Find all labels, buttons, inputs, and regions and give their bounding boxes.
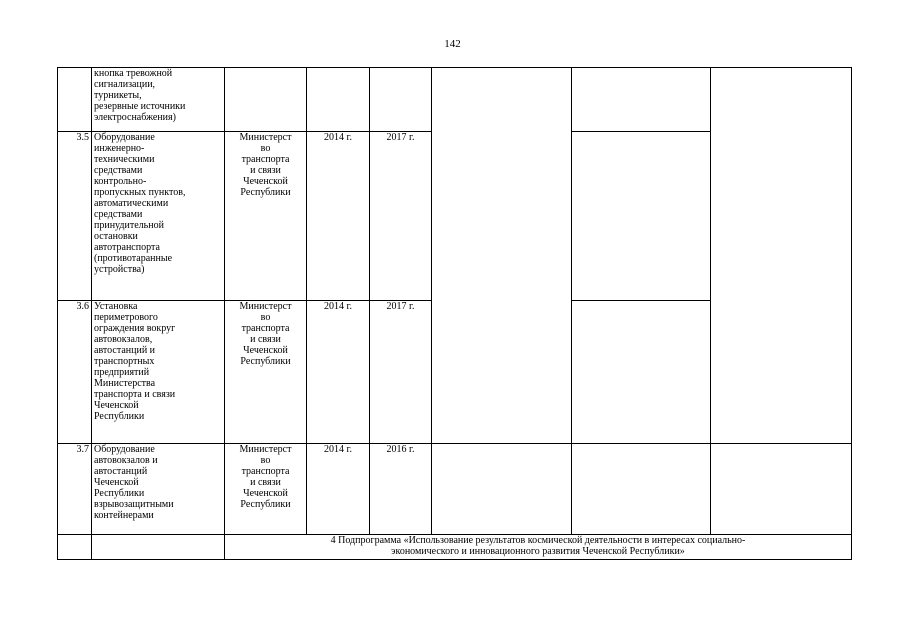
empty-cell	[572, 132, 711, 301]
start-year: 2014 г.	[307, 301, 370, 444]
empty-cell	[711, 444, 852, 535]
measure-name: Оборудование автовокзалов и автостанций Чеченской Республики взрывозащитными контейнерами	[92, 444, 225, 535]
empty-cell	[92, 535, 225, 560]
row-number: 3.6	[58, 301, 92, 444]
end-year: 2016 г.	[370, 444, 432, 535]
table-row	[58, 68, 852, 132]
executor: Министерст во транспорта и связи Чеченской Республики	[225, 444, 307, 535]
table-row	[58, 444, 852, 535]
executor: Министерст во транспорта и связи Чеченской Республики	[225, 132, 307, 301]
start-year: 2014 г.	[307, 132, 370, 301]
subprogram-heading: 4 Подпрограмма «Использование результатов космической деятельности в интересах социально- экономического и инновационного развития Чеченской Республики»	[225, 535, 852, 560]
page-number: 142	[444, 38, 461, 50]
row-number: 3.7	[58, 444, 92, 535]
merged-cell	[432, 68, 572, 444]
start-year: 2014 г.	[307, 444, 370, 535]
executor: Министерст во транспорта и связи Чеченской Республики	[225, 301, 307, 444]
empty-cell	[432, 444, 572, 535]
measure-name: Установка периметрового ограждения вокруг автовокзалов, автостанций и транспортных предприятий Министерства транспорта и связи Чеченской Республики	[92, 301, 225, 444]
row-number	[58, 68, 92, 132]
empty-cell	[572, 444, 711, 535]
merged-cell	[711, 68, 852, 444]
end-year: 2017 г.	[370, 132, 432, 301]
start-year	[307, 68, 370, 132]
empty-cell	[572, 68, 711, 132]
measure-name: Оборудование инженерно- техническими средствами контрольно- пропускных пунктов, автоматическими средствами принудительной остановки автотранспорта (противотаранные устройства)	[92, 132, 225, 301]
empty-cell	[58, 535, 92, 560]
row-number: 3.5	[58, 132, 92, 301]
measure-name: кнопка тревожной сигнализации, турникеты, резервные источники электроснабжения)	[92, 68, 225, 132]
end-year	[370, 68, 432, 132]
table-row	[58, 535, 852, 560]
executor	[225, 68, 307, 132]
measures-table	[57, 67, 852, 560]
end-year: 2017 г.	[370, 301, 432, 444]
empty-cell	[572, 301, 711, 444]
